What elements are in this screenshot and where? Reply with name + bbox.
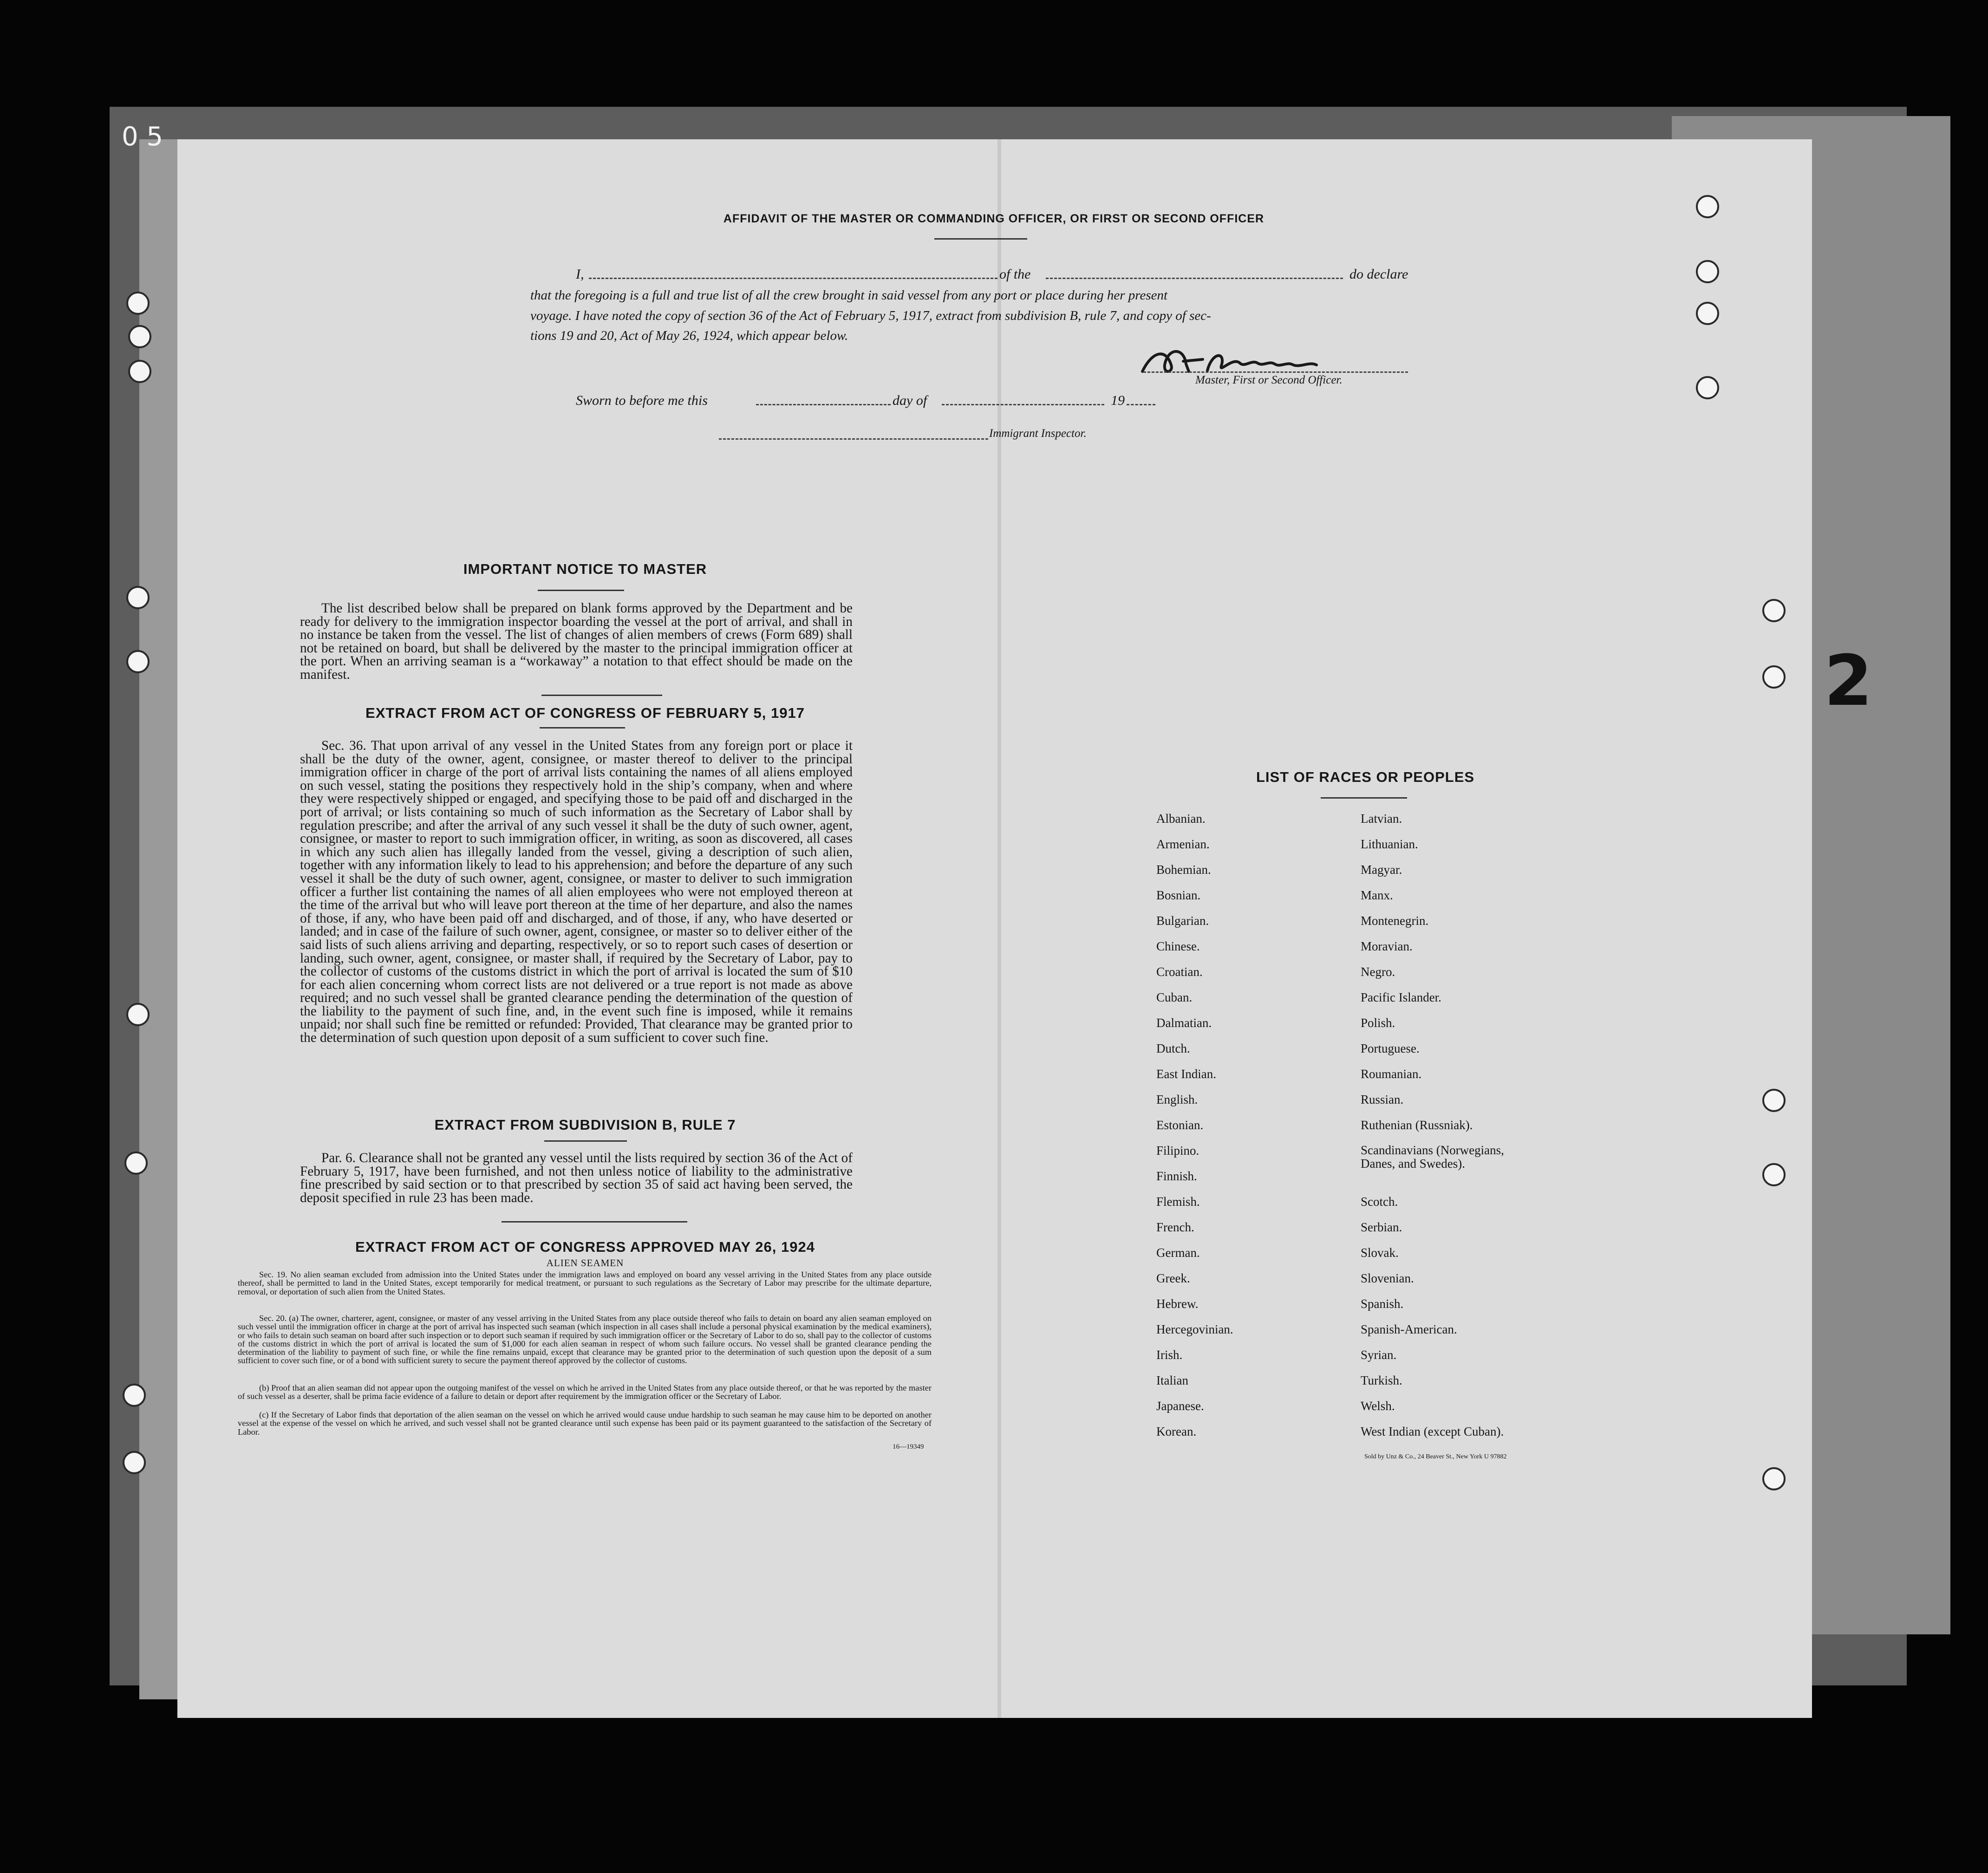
sworn-blank-month xyxy=(942,404,1104,405)
punch-hole xyxy=(123,1451,146,1474)
margin-mark-right: 2 xyxy=(1824,641,1873,722)
race-item: Japanese. xyxy=(1156,1399,1204,1413)
race-item: Korean. xyxy=(1156,1424,1197,1438)
extract-1924-sec20a: Sec. 20. (a) The owner, charterer, agent, consignee, or master of any vessel arriving in the United States from any place outside thereof who fails to detain on board any alien seaman employed on such vessel until the immigration officer in charge at the port of arrival has inspected such seaman (which inspection in all cases shall include a personal physical examination by the medical examiners), or who fails to detain such seaman on board after such inspection or to deport such seaman if required by such immigration officer or the Secretary of Labor to do so, shall pay to the collector of customs of the customs district in which the port of arrival is located the sum of $1,000 for each alien seaman in respect of whom such failure occurs. No vessel shall be granted clearance pending the determination of the liability to payment of such fine, or while the fine remains unpaid, except that clearance may be granted prior to the determination of such question upon the deposit of a sum sufficient to cover such fine, or of a bond with sufficient surety to secure the payment thereof approved by the collector of customs. xyxy=(238,1314,932,1366)
race-item: Welsh. xyxy=(1361,1399,1395,1413)
center-fold xyxy=(997,139,1001,1718)
race-item: Pacific Islander. xyxy=(1361,990,1441,1004)
signature-caption: Master, First or Second Officer. xyxy=(1195,374,1343,386)
extract-1917-title: EXTRACT FROM ACT OF CONGRESS OF FEBRUARY 5, 1917 xyxy=(365,705,805,721)
extract-1917-rule xyxy=(540,727,625,728)
punch-hole xyxy=(1762,599,1786,622)
race-item: Polish. xyxy=(1361,1016,1395,1030)
race-item: Dalmatian. xyxy=(1156,1016,1212,1030)
race-item: Filipino. xyxy=(1156,1144,1199,1158)
race-item: Scotch. xyxy=(1361,1195,1398,1209)
race-item: Armenian. xyxy=(1156,837,1210,851)
punch-hole xyxy=(1696,195,1719,218)
race-item: Finnish. xyxy=(1156,1169,1197,1183)
race-item: Albanian. xyxy=(1156,812,1206,826)
race-item: Bosnian. xyxy=(1156,888,1201,902)
race-item: Serbian. xyxy=(1361,1220,1402,1234)
affidavit-line4: tions 19 and 20, Act of May 26, 1924, which appear below. xyxy=(530,328,848,343)
race-item: Greek. xyxy=(1156,1271,1190,1285)
affidavit-title-rule xyxy=(934,238,1027,240)
punch-hole xyxy=(126,650,150,673)
race-item: Estonian. xyxy=(1156,1118,1204,1132)
race-item: Montenegrin. xyxy=(1361,914,1429,928)
race-item: Irish. xyxy=(1156,1348,1183,1362)
subdivision-title: EXTRACT FROM SUBDIVISION B, RULE 7 xyxy=(434,1117,736,1133)
punch-hole xyxy=(124,1151,148,1175)
race-item: Flemish. xyxy=(1156,1195,1200,1209)
race-item: Ruthenian (Russniak). xyxy=(1361,1118,1473,1132)
races-title: LIST OF RACES OR PEOPLES xyxy=(1256,769,1475,785)
extract-1924-sec19: Sec. 19. No alien seaman excluded from admission into the United States under the immigration laws and employed on board any vessel arriving in the United States from any place outside thereof, shall be permitted to land in the United States, except temporarily for medical treatment, or pursuant to such regulations as the Secretary of Labor may prescribe for the ultimate departure, removal, or deportation of such alien from the United States. xyxy=(238,1270,932,1296)
punch-hole xyxy=(1762,1089,1786,1112)
race-item: Chinese. xyxy=(1156,939,1200,953)
race-item: Spanish-American. xyxy=(1361,1322,1457,1336)
race-item: Manx. xyxy=(1361,888,1393,902)
race-item: Slovak. xyxy=(1361,1246,1399,1260)
margin-mark-top-left: 0 5 xyxy=(122,122,163,152)
extract-1924-sec20c: (c) If the Secretary of Labor finds that deportation of the alien seaman on the vessel on which he arrived would cause undue hardship to such seaman he may cause him to be deported on another vessel at the expense of the vessel on which he arrived, and such vessel shall not be granted clearance until such expense has been paid or its payment guaranteed to the satisfaction of the Secretary of Labor. xyxy=(238,1410,932,1437)
race-item: German. xyxy=(1156,1246,1200,1260)
inspector-caption: Immigrant Inspector. xyxy=(989,427,1087,440)
punch-hole xyxy=(128,325,151,348)
race-item: Russian. xyxy=(1361,1093,1404,1106)
punch-hole xyxy=(123,1384,146,1407)
race-item: Lithuanian. xyxy=(1361,837,1418,851)
punch-hole xyxy=(126,292,150,315)
race-item: West Indian (except Cuban). xyxy=(1361,1424,1504,1438)
punch-hole xyxy=(1696,260,1719,283)
signature-line xyxy=(1143,371,1408,373)
extract-1924-subtitle: ALIEN SEAMEN xyxy=(546,1257,624,1268)
notice-title-rule xyxy=(538,590,624,591)
race-item: Hebrew. xyxy=(1156,1297,1199,1311)
inspector-line xyxy=(719,438,988,440)
form-number: 16—19349 xyxy=(893,1443,924,1450)
race-item: English. xyxy=(1156,1093,1198,1106)
race-item: Slovenian. xyxy=(1361,1271,1414,1285)
punch-hole xyxy=(1696,302,1719,325)
notice-body: The list described below shall be prepared on blank forms approved by the Department and be ready for delivery to the immigration inspector boarding the vessel at the port of arrival, and shall in no instance be taken from the vessel. The list of changes of alien members of crews (Form 689) shall not be retained on board, but shall be delivered by the master to the principal immigration officer at the port. When an arriving seaman is a “workaway” a notation to that effect should be made on the manifest. xyxy=(300,601,853,682)
notice-end-rule xyxy=(541,695,662,696)
race-item: Spanish. xyxy=(1361,1297,1404,1311)
subdivision-rule xyxy=(544,1140,627,1142)
race-item: Magyar. xyxy=(1361,863,1402,877)
punch-hole xyxy=(126,586,150,609)
sworn-blank-date xyxy=(756,404,891,405)
extract-1917-body: Sec. 36. That upon arrival of any vessel in the United States from any foreign port or place it shall be the duty of the owner, agent, consignee, or master thereof to deliver to the principal immigration officer in charge of the port of arrival lists containing the names of all aliens employed on such vessel, stating the positions they respectively hold in the ship’s company, when and where they were respectively shipped or engaged, and specifying those to be paid off and discharged in the port of arrival; or lists containing so much of such information as the Secretary of Labor shall by regulation prescribe; and after the arrival of any such vessel it shall be the duty of such owner, agent, consignee, or master to report to such immigration officer, in writing, as soon as discovered, all cases in which any such alien has illegally landed from the vessel, giving a description of such alien, together with any information likely to lead to his apprehension; and before the departure of any such vessel it shall be the duty of such owner, agent, consignee, or master to deliver to such immigration officer a further list containing the names of all alien employees who were not employed thereon at the time of the arrival but who will leave port thereon at the time of her departure, and also the names of those, if any, who have been paid off and discharged, and of those, if any, who have deserted or landed; and in case of the failure of such owner, agent, consignee, or master so to deliver either of the said lists of such aliens arriving and departing, respectively, or so to report such cases of desertion or landing, such owner, agent, consignee, or master shall, if required by the Secretary of Labor, pay to the collector of customs of the customs district in which the port of arrival is located the sum of $10 for each alien concerning whom correct lists are not delivered or a true report is not made as above required; and no such vessel shall be granted clearance pending the determination of the question of the liability to the payment of such fine, and, in the event such fine is imposed, while it remains unpaid; nor shall such fine be remitted or refunded: Provided, That clearance may be granted prior to the determination of such question upon deposit of a sum sufficient to cover such fine. xyxy=(300,738,853,1046)
race-item: Italian xyxy=(1156,1373,1188,1387)
punch-hole xyxy=(128,360,151,383)
extract-1924-sec20b: (b) Proof that an alien seaman did not appear upon the outgoing manifest of the vessel on which he arrived in the United States from any place outside thereof, or that he was reported by the master of such vessel as a deserter, shall be prima facie evidence of a failure to detain or deport after requirement by the immigration officer or the Secretary of Labor. xyxy=(238,1383,932,1401)
race-item: Hercegovinian. xyxy=(1156,1322,1233,1336)
affidavit-do-declare: do declare xyxy=(1349,267,1408,282)
race-item: Bulgarian. xyxy=(1156,914,1209,928)
punch-hole xyxy=(126,1003,150,1026)
race-item: Moravian. xyxy=(1361,939,1413,953)
races-title-rule xyxy=(1321,797,1407,799)
race-item: Roumanian. xyxy=(1361,1067,1422,1081)
race-item: Cuban. xyxy=(1156,990,1193,1004)
extract-1924-title: EXTRACT FROM ACT OF CONGRESS APPROVED MAY 26, 1924 xyxy=(355,1239,815,1255)
sworn-day-of: day of xyxy=(893,393,927,408)
race-item: Bohemian. xyxy=(1156,863,1211,877)
race-item: Portuguese. xyxy=(1361,1041,1420,1055)
punch-hole xyxy=(1762,1163,1786,1186)
sworn-text: Sworn to before me this xyxy=(576,393,708,408)
race-item: East Indian. xyxy=(1156,1067,1216,1081)
race-item: French. xyxy=(1156,1220,1194,1234)
subdivision-end-rule xyxy=(502,1221,687,1223)
subdivision-body: Par. 6. Clearance shall not be granted any vessel until the lists required by section 36 of the Act of February 5, 1917, have been furnished, and not then unless notice of liability to the administrative fine prescribed by said section or to that prescribed by section 35 of said act having been served, the deposit specified in rule 23 has been made. xyxy=(300,1151,853,1205)
race-item: Turkish. xyxy=(1361,1373,1402,1387)
punch-hole xyxy=(1696,376,1719,399)
affidavit-blank-name xyxy=(589,278,997,279)
affidavit-title: AFFIDAVIT OF THE MASTER OR COMMANDING OFFICER, OR FIRST OR SECOND OFFICER xyxy=(723,212,1264,225)
sworn-blank-year xyxy=(1127,404,1155,405)
affidavit-line3: voyage. I have noted the copy of section 36 of the Act of February 5, 1917, extract from subdivision B, rule 7, and copy of sec- xyxy=(530,308,1211,323)
race-item: Croatian. xyxy=(1156,965,1203,979)
printer-credit: Sold by Unz & Co., 24 Beaver St., New York U 97882 xyxy=(1364,1453,1507,1460)
affidavit-line-i: I, xyxy=(576,267,584,282)
affidavit-of-the: of the xyxy=(999,267,1031,282)
race-item: Syrian. xyxy=(1361,1348,1397,1362)
sworn-year: 19 xyxy=(1111,393,1125,408)
affidavit-blank-vessel xyxy=(1046,278,1343,279)
race-item: Scandinavians (Norwegians, Danes, and Swedes). xyxy=(1361,1143,1504,1171)
notice-title: IMPORTANT NOTICE TO MASTER xyxy=(463,561,707,577)
race-item: Dutch. xyxy=(1156,1041,1190,1055)
punch-hole xyxy=(1762,1467,1786,1490)
race-item: Negro. xyxy=(1361,965,1395,979)
punch-hole xyxy=(1762,665,1786,689)
race-item: Latvian. xyxy=(1361,812,1402,826)
affidavit-line2: that the foregoing is a full and true list of all the crew brought in said vessel from any port or place during her present xyxy=(530,288,1168,303)
